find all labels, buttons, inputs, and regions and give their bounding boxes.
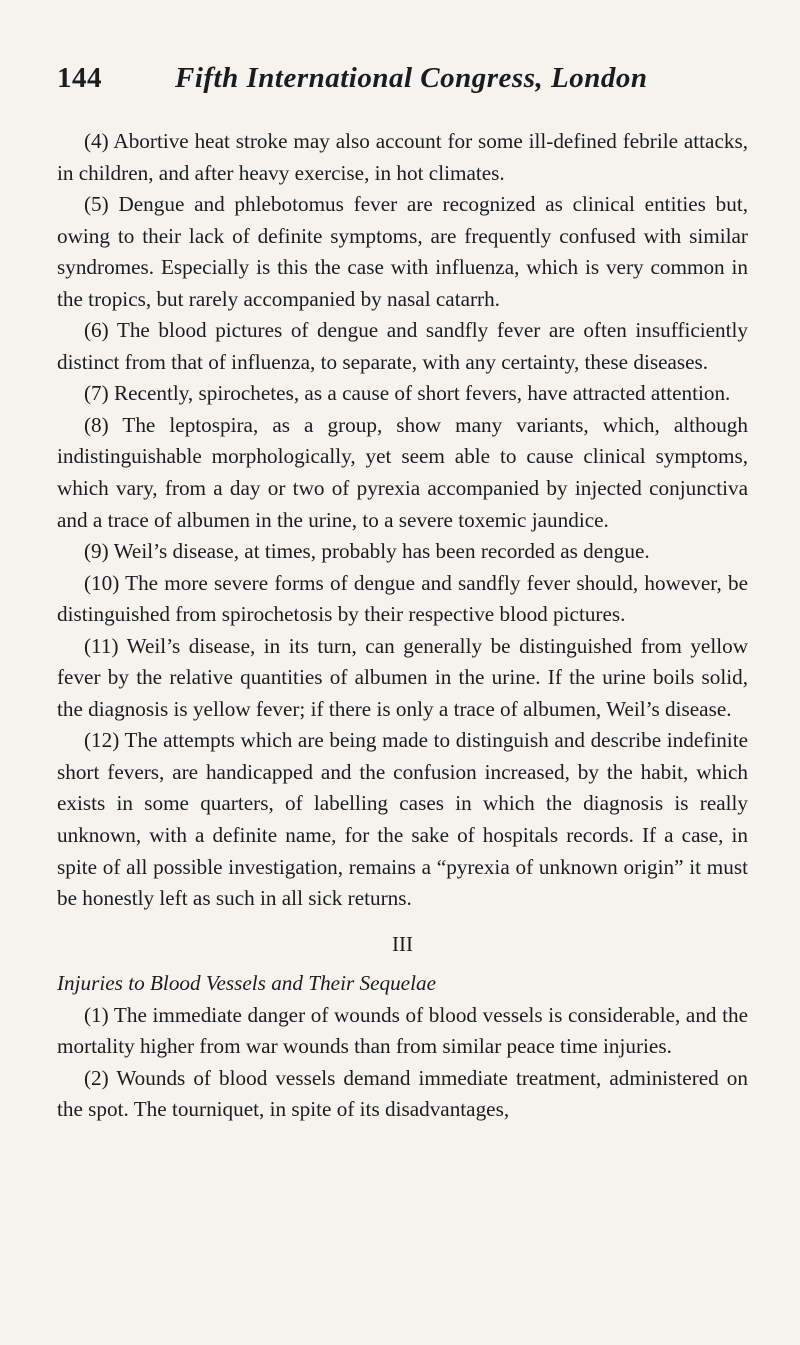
page-header [57,62,748,108]
section-number: III [392,931,413,956]
paragraph: (2) Wounds of blood vessels demand immediate treatment, administered on the spot. The tourniquet, in spite of its disadvantages, [57,1065,748,1122]
paragraph: (12) The attempts which are being made to distinguish and describe indefinite short fevers, are handicapped and the confusion increased, by the habit, which exists in some quarters, of labelling cases in which the diagnosis is really unknown, with a definite name, for the sake of hospitals records. If a case, in spite of all possible investigation, remains a “pyrexia of unknown origin” it must be honestly left as such in all sick returns. [57,728,748,911]
paragraph: (7) Recently, spirochetes, as a cause of short fevers, have attracted attention. [84,381,731,406]
paragraph: (5) Dengue and phlebotomus fever are recognized as clinical entities but, owing to their lack of definite symptoms, are frequently confused with similar syndromes. Especially is this the case with influenza, which is very common in the tropics, but rarely accompanied by nasal catarrh. [57,192,748,311]
paragraph: (10) The more severe forms of dengue and sandfly fever should, however, be distinguished from spirochetosis by their respective blood pictures. [57,570,748,627]
paragraph: (8) The leptospira, as a group, show many variants, which, although indistinguishable morphologically, yet seem able to cause clinical symptoms, which vary, from a day or two of pyrexia accompanied by injected conjunctiva and a trace of albumen in the urine, to a severe toxemic jaundice. [57,412,748,532]
paragraph: (11) Weil’s disease, in its turn, can generally be distinguished from yellow fever by the relative quantities of albumen in the urine. If the urine boils solid, the diagnosis is yellow fever; if there is only a trace of albumen, Weil’s disease. [57,633,748,721]
paragraph: (9) Weil’s disease, at times, probably has been recorded as dengue. [84,539,650,564]
paragraph: (6) The blood pictures of dengue and sandfly fever are often insufficiently distinct from that of influenza, to separate, with any certainty, these diseases. [57,318,748,374]
running-head: Fifth International Congress, London [175,62,648,94]
paragraph: (1) The immediate danger of wounds of blood vessels is considerable, and the mortality higher from war wounds than from similar peace time injuries. [57,1002,748,1059]
body-text [57,126,748,1126]
page-number: 144 [57,62,102,94]
section-title: Injuries to Blood Vessels and Their Sequelae [57,970,436,995]
paragraph: (4) Abortive heat stroke may also account for some ill-defined febrile attacks, in children, and after heavy exercise, in hot climates. [57,129,748,185]
